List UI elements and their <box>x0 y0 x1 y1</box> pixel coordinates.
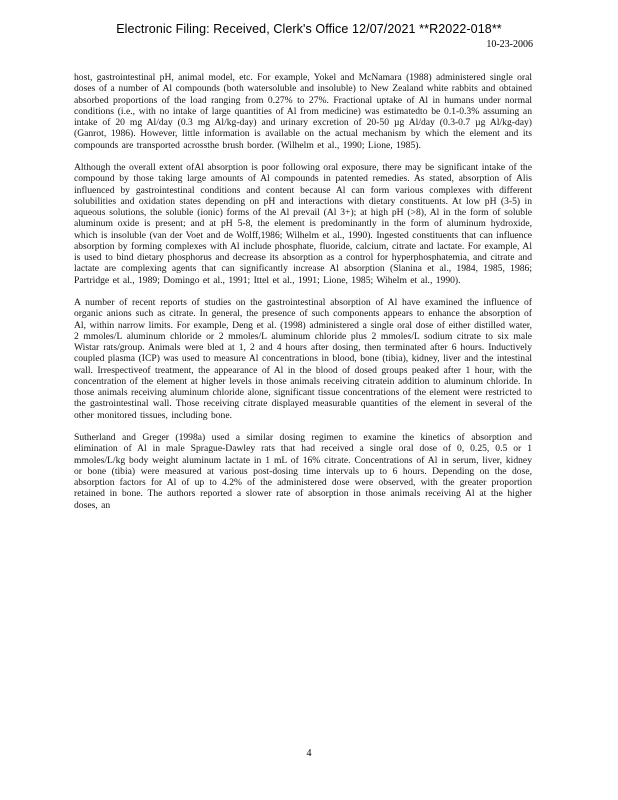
body-text <box>74 72 532 522</box>
paragraph-3: A number of recent reports of studies on the gastrointestinal absorption of Al have examined the influence of organic anions such as citrate. In general, the presence of such components appears to enhance the absorption of Al, within narrow limits. For example, Deng et al. (1998) administered a single oral dose of either distilled water, 2 mmoles/L aluminum chloride or 2 mmoles/L aluminum chloride plus 2 mmoles/L sodium citrate to six male Wistar rats/group. Animals were bled at 1, 2 and 4 hours after dosing, then terminated after 6 hours. Inductively coupled plasma (ICP) was used to measure Al concentrations in blood, bone (tibia), kidney, liver and the intestinal wall. Irrespectiveof treatment, the appearance of Al in the blood of dosed groups peaked after 1 hour, with the concentration of the element at higher levels in those animals receiving citratein addition to aluminum chloride. In those animals receiving aluminum chloride alone, significant tissue concentrations of the element were restricted to the gastrointestinal wall. Those receiving citrate displayed measurable quantities of the element in several of the other monitored tissues, including bone. <box>74 297 532 421</box>
paragraph-4: Sutherland and Greger (1998a) used a similar dosing regimen to examine the kinetics of absorption and elimination of Al in male Sprague-Dawley rats that had received a single oral dose of 0, 0.25, 0.5 or 1 mmoles/L/kg body weight aluminum lactate in 1 mL of 16% citrate. Concentrations of Al in serum, liver, kidney or bone (tibia) were measured at various post-dosing time intervals up to 6 hours. Depending on the dose, absorption factors for Al of up to 4.2% of the administered dose were observed, with the greater proportion retained in bone. The authors reported a slower rate of absorption in those animals receiving Al at the higher doses, an <box>74 432 532 511</box>
filing-header: Electronic Filing: Received, Clerk's Office 12/07/2021 **R2022-018** <box>116 22 502 36</box>
paragraph-2: Although the overall extent ofAl absorption is poor following oral exposure, there may be significant intake of the compound by those taking large amounts of Al compounds in patented remedies. As stated, absorption of Alis influenced by gastrointestinal conditions and content because Al can form various complexes with different solubilities and oxidation states depending on pH and interactions with dietary constituents. At low pH (3-5) in aqueous solutions, the soluble (ionic) forms of the Al prevail (Al 3+); at high pH (>8), Al in the form of soluble aluminum oxide is present; and at pH 5-8, the element is predominantly in the form of aluminum hydroxide, which is insoluble (van der Voet and de Wolff,1986; Wilhelm et al., 1990). Ingested constituents that can influence absorption by forming complexes with Al include phosphate, fluoride, calcium, citrate and lactate. For example, Al is used to bind dietary phosphorus and decrease its absorption as a control for hyperphosphatemia, and citrate and lactate are complexing agents that can significantly increase Al absorption (Slanina et al., 1984, 1985, 1986; Partridge et al., 1989; Domingo et al., 1991; Ittel et al., 1991; Lione, 1985; Wihelm et al., 1990). <box>74 162 532 286</box>
paragraph-1: host, gastrointestinal pH, animal model, etc. For example, Yokel and McNamara (1988) administered single oral doses of a number of Al compounds (both watersoluble and insoluble) to New Zealand white rabbits and obtained absorbed proportions of the load ranging from 0.27% to 27%. Fractional uptake of Al in humans under normal conditions (i.e., with no intake of large quantities of Al from medicine) was estimatedto be 0.1-0.3% assuming an intake of 20 mg Al/day (0.3 mg Al/kg-day) and urinary excretion of 20-50 µg Al/day (0.3-0.7 µg Al/kg-day) (Ganrot, 1986). However, little information is available on the actual mechanism by which the element and its compounds are transported acrossthe brush border. (Wilhelm et al., 1990; Lione, 1985). <box>74 72 532 151</box>
document-date: 10-23-2006 <box>486 39 533 50</box>
page-number: 4 <box>306 748 312 759</box>
